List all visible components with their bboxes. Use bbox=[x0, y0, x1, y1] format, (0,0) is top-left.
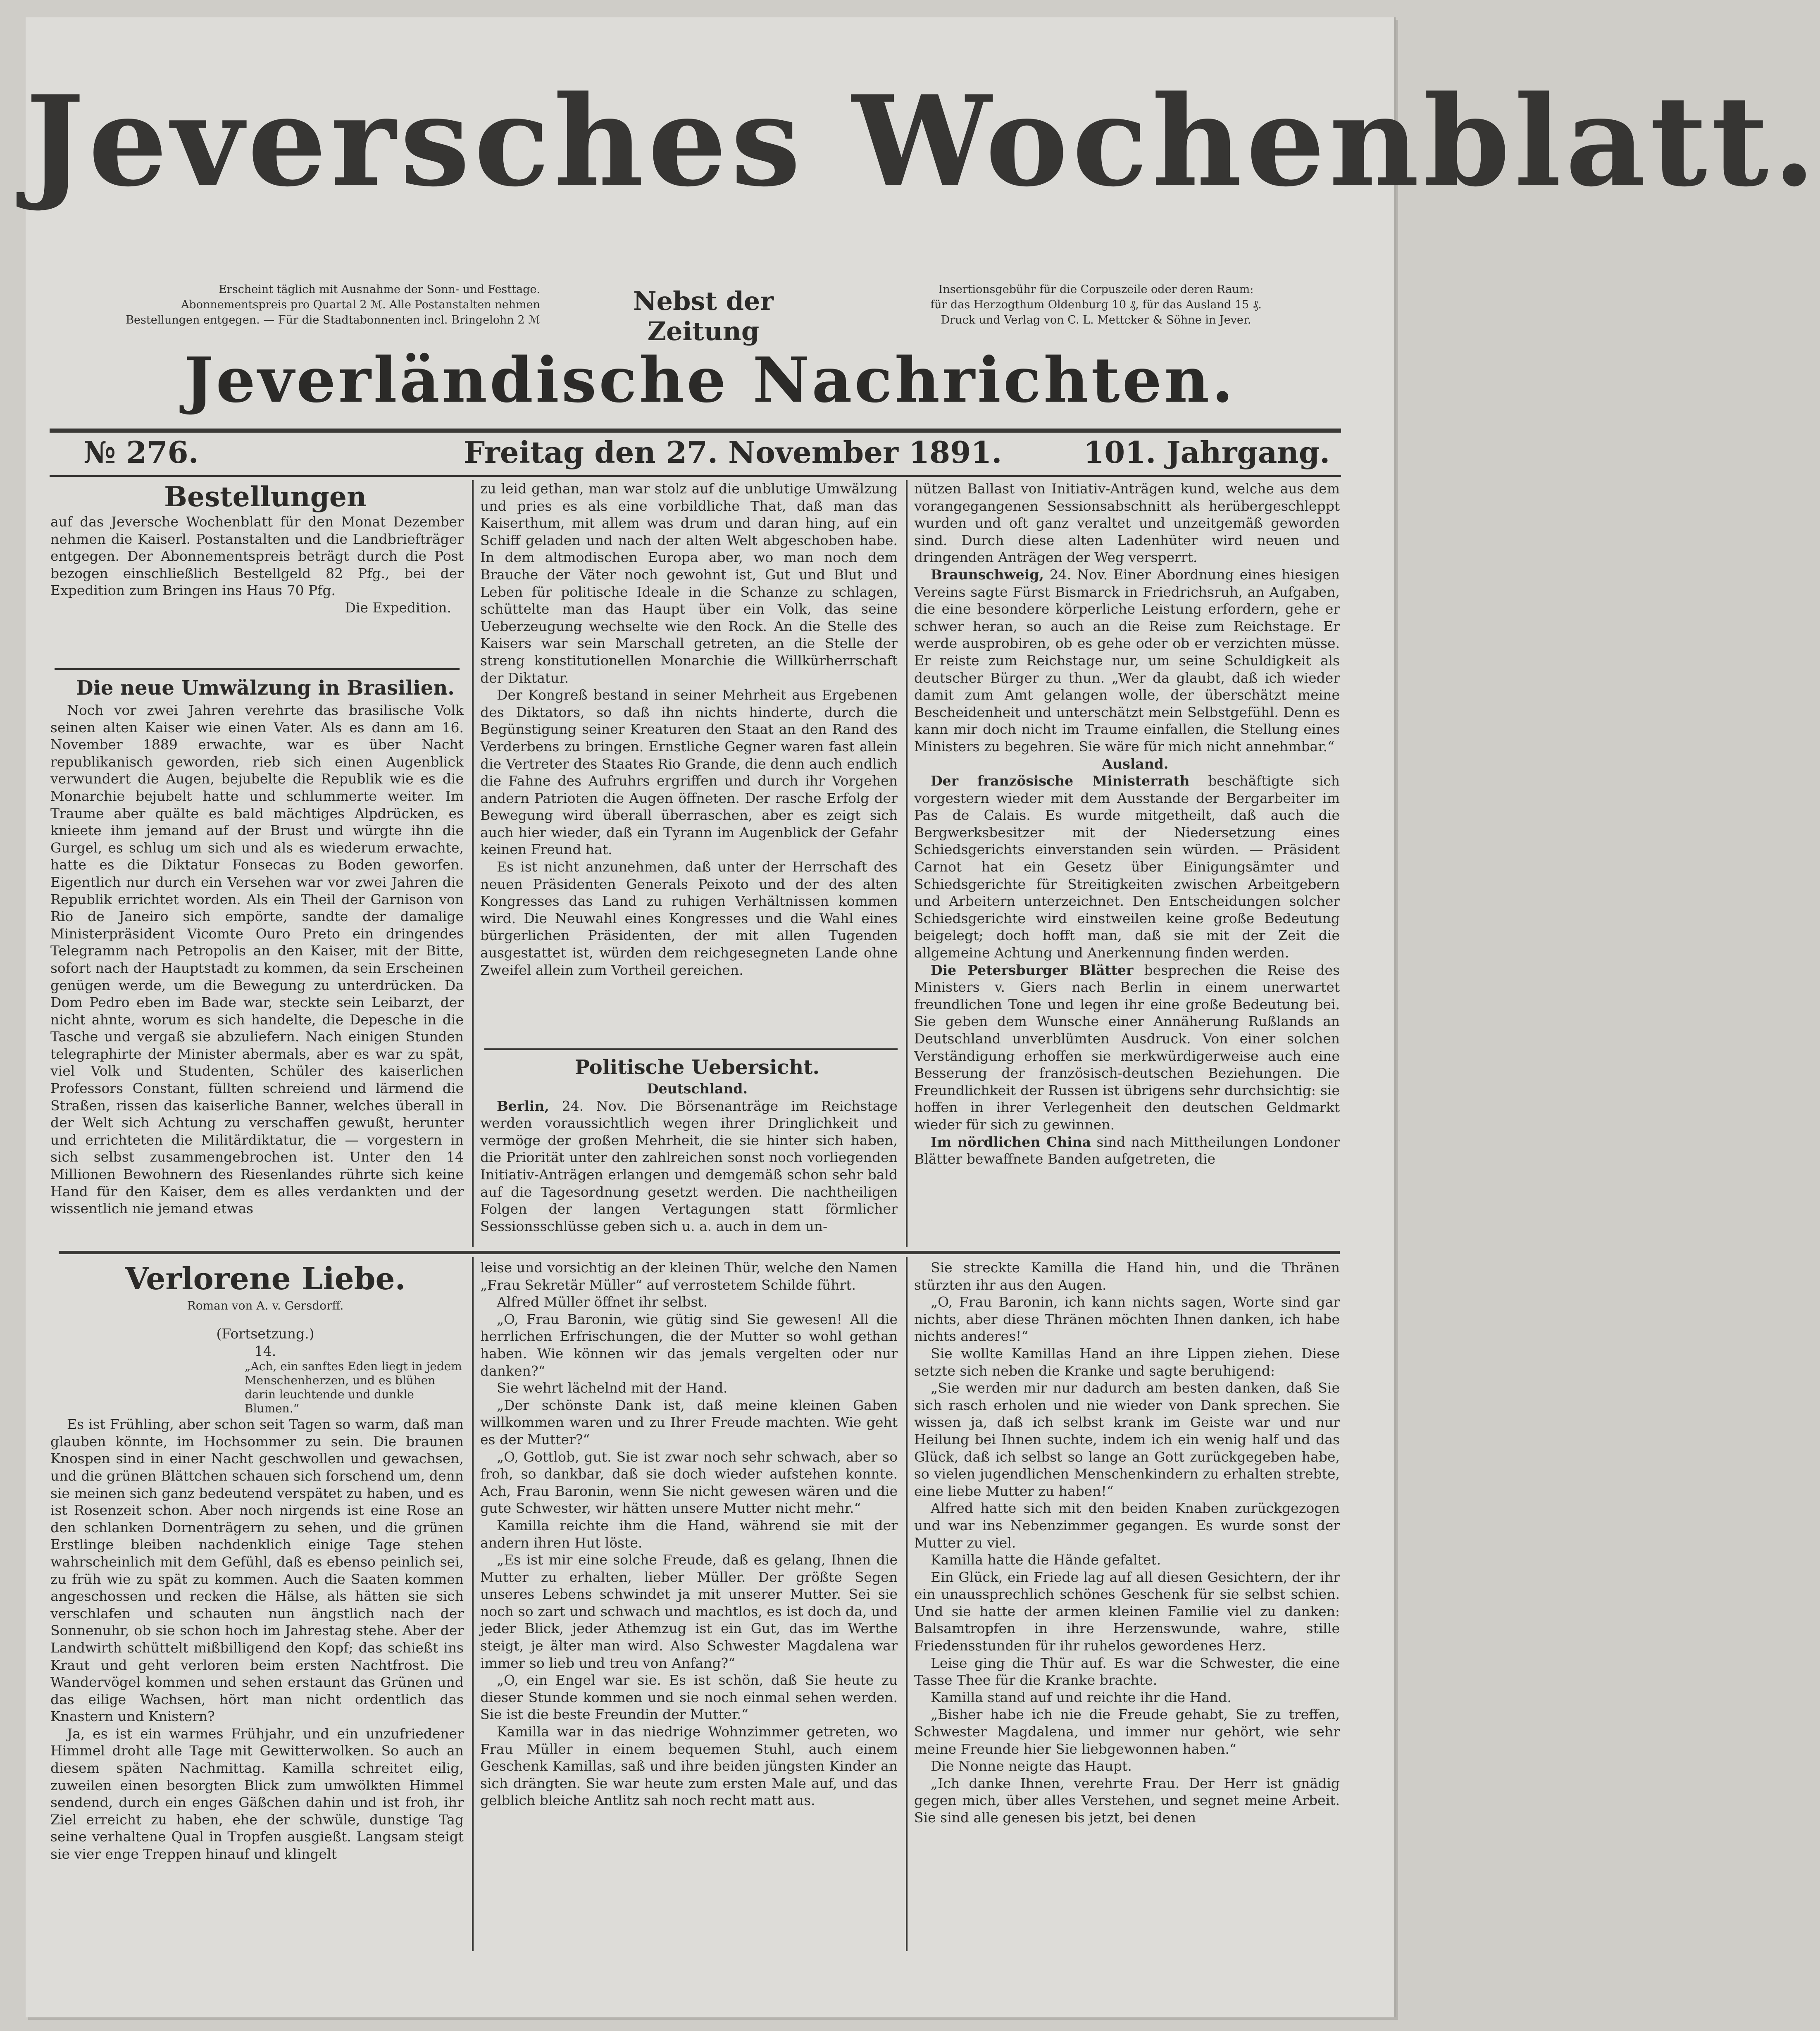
novel-paragraph: Ja, es ist ein warmes Frühjahr, und ein unzufriedener Himmel droht alle Tage mit Gewitterwolken. So auch an diesem späten Nachmittag. Kamilla schreitet eilig, zuweilen einen besorgten Blick zum umwölkten Himmel sendend, durch ein enges Gäßchen dahin und ist froh, ihr Ziel erreicht zu haben, ehe der schwüle, dunstige Tag seine verhaltene Qual in Tropfen ausgießt. Langsam steigt sie vier enge Treppen hinauf und klingelt bbox=[50, 1725, 464, 1862]
masthead-rule bbox=[50, 429, 1341, 433]
section-ausland: Ausland. bbox=[1102, 755, 1169, 772]
novel-paragraph: „O, Frau Baronin, wie gütig sind Sie gewesen! All die herrlichen Erfrischungen, die der Mutter so wohl gethan haben. Wie können wir das jemals vergelten oder nur danken?“ bbox=[480, 1311, 898, 1379]
lead-petersburg: Die Petersburger Blätter bbox=[931, 962, 1134, 978]
article-heading: Die neue Umwälzung in Brasilien. bbox=[76, 676, 455, 700]
bestellungen-heading: Bestellungen bbox=[164, 481, 367, 513]
column-divider bbox=[906, 480, 908, 1247]
article-paragraph: beschäftigte sich vorgestern wieder mit dem Ausstande der Bergarbeiter im Pas de Calais. Es wurde mitgetheilt, daß auch die Bergwerksbesitzer mit der Niedersetzung eines Schiedsgerichts einverstanden sein würden. — Präsident Carnot hat ein Gesetz über Einigungsämter und Schiedsgerichte für Streitigkeiten zwischen Arbeitgebern und Arbeitern unterzeichnet. Den Entscheidungen solcher Schiedsgerichte wird einstweilen keine große Bedeutung beigelegt; doch hofft man, daß sie mit der Zeit die allgemeine Achtung und Anerkennung finden werden. bbox=[914, 773, 1340, 961]
bestellungen-body: auf das Jeversche Wochenblatt für den Monat Dezember nehmen die Kaiserl. Postanstalten und die Landbriefträger entgegen. Der Abonnementspreis beträgt durch die Post bezogen einschließlich Bestellgeld 82 Pfg., bei der Expedition zum Bringen ins Haus 70 Pfg. bbox=[50, 514, 464, 599]
novel-paragraph: Alfred Müller öffnet ihr selbst. bbox=[497, 1294, 708, 1310]
lead-ministerrat: Der französische Ministerrath bbox=[931, 773, 1190, 789]
dateline-berlin: Berlin, bbox=[497, 1098, 549, 1114]
article-paragraph: 24. Nov. Einer Abordnung eines hiesigen Vereins sagte Fürst Bismarck in Friedrichsruh, an Aufgaben, die eine besondere körperliche Leistung erfordern, gehe er schwer heran, so auch an die Reise zum Reichstage. Er werde ausprobiren, ob es gehe oder ob er verzichten müsse. Er reiste zum Reichstage nur, um seine Schuldigkeit als deutscher Bürger zu thun. „Wer da glaubt, daß ich wieder damit zum Amt gelangen wolle, der überschätzt meine Bescheidenheit und unterschätzt mein Selbstgefühl. Denn es kann mir doch nicht im Traume einfallen, die Stellung eines Ministers zu begehren. Sie wäre für mich nicht annehmbar.“ bbox=[914, 566, 1340, 755]
novel-paragraph: leise und vorsichtig an der kleinen Thür, welche den Namen „Frau Sekretär Müller“ auf verrostetem Schilde führt. bbox=[480, 1260, 898, 1293]
feuilleton-rule bbox=[59, 1251, 1340, 1254]
bestellungen-signature: Die Expedition. bbox=[345, 599, 451, 616]
novel-paragraph: „Sie werden mir nur dadurch am besten danken, daß Sie sich rasch erholen und nie wieder von Dank sprechen. Sie wissen ja, daß ich selbst krank im Geiste war und nur Heilung bei Ihnen suchte, indem ich ein wenig half und das Glück, daß ich selbst so lange an Gott zurückgegeben habe, so vielen jugendlichen Menschenkindern zu erhalten strebte, eine liebe Mutter zu haben!“ bbox=[914, 1380, 1340, 1499]
novel-paragraph: Leise ging die Thür auf. Es war die Schwester, die eine Tasse Thee für die Kranke brachte. bbox=[914, 1655, 1340, 1688]
article-paragraph: nützen Ballast von Initiativ-Anträgen kund, welche aus dem vorangegangenen Sessionsabschnitt als herübergeschleppt wurden und oft ganz veraltet und unzeitgemäß geworden sind. Durch diese alten Ladenhüter wird neuen und dringenden Anträgen der Weg versperrt. bbox=[914, 481, 1340, 566]
issue-date: Freitag den 27. November 1891. bbox=[464, 435, 1002, 470]
novel-paragraph: Es ist Frühling, aber schon seit Tagen so warm, daß man glauben könnte, im Hochsommer zu sein. Die braunen Knospen sind in einer Nacht geschwollen und gewachsen, und die grünen Blättchen schauen sich forschend um, denn sie meinen sich ganz bedeutend verspätet zu haben, und es ist Rosenzeit schon. Aber noch nirgends ist eine Rose an den schlanken Dornenträgern zu sehen, und die grünen Erstlinge bleiben nachdenklich einige Tage stehen wahrscheinlich mit dem Gefühl, daß es ebenso peinlich sei, zu früh wie zu spät zu kommen. Auch die Saaten kommen angeschossen und recken die Hälse, als hätten sie sich verschlafen und schauten nun ängstlich nach der Sonnenuhr, ob sie schon hoch im Jahrestag stehe. Aber der Landwirth schüttelt mißbilligend den Kopf; das schießt ins Kraut und geht verloren beim ersten Nachtfrost. Die Wandervögel kommen und sehen erstaunt das Grünen und das eilige Wachsen, hört man nicht ordentlich das Knastern und Knistern? bbox=[50, 1416, 464, 1725]
novel-chapter: 14. bbox=[254, 1343, 276, 1359]
supplement-title: Jeverländische Nachrichten. bbox=[184, 344, 1236, 417]
novel-paragraph: „O, Frau Baronin, ich kann nichts sagen, Worte sind gar nichts, aber diese Thränen möchten Ihnen danken, ich habe nichts anderes!“ bbox=[914, 1294, 1340, 1345]
political-heading: Politische Uebersicht. bbox=[574, 1056, 820, 1079]
novel-paragraph: Sie wollte Kamillas Hand an ihre Lippen ziehen. Diese setzte sich neben die Kranke und sagte beruhigend: bbox=[914, 1345, 1340, 1379]
article-paragraph: Der Kongreß bestand in seiner Mehrheit aus Ergebenen des Diktators, so daß ihn nichts hinderte, durch die Begünstigung seiner Kreaturen den Staat an den Rand des Verderbens zu bringen. Ernstliche Gegner waren fast allein die Vertreter des Staates Rio Grande, die denn auch endlich die Fahne des Aufruhrs ergriffen und durch ihr Vorgehen andern Patrioten die Augen öffneten. Der rasche Erfolg der Bewegung wird überall überraschen, aber es zeigt sich auch hier wieder, daß ein Tyrann im Augenblick der Gefahr keinen Freund hat. bbox=[480, 687, 898, 858]
dateline-braunschweig: Braunschweig, bbox=[931, 566, 1044, 583]
masthead-title: Jeversches Wochenblatt. bbox=[26, 68, 1820, 214]
novel-paragraph: Sie wehrt lächelnd mit der Hand. bbox=[497, 1380, 728, 1396]
article-paragraph: Es ist nicht anzunehmen, daß unter der Herrschaft des neuen Präsidenten Generals Peixoto und der des alten Kongresses das Land zu ruhigen Verhältnissen kommen wird. Die Neuwahl eines Kongresses und die Wahl eines bürgerlichen Präsidenten, der mit allen Tugenden ausgestattet ist, würden dem reichgesegneten Lande ohne Zweifel allein zum Vortheil gereichen. bbox=[480, 859, 898, 978]
issue-number: № 276. bbox=[83, 435, 199, 470]
novel-paragraph: „Der schönste Dank ist, daß meine kleinen Gaben willkommen waren und zu Ihrer Freude machten. Wie geht es der Mutter?“ bbox=[480, 1397, 898, 1448]
novel-paragraph: Kamilla war in das niedrige Wohnzimmer getreten, wo Frau Müller in einem bequemen Stuhl, auch einem Geschenk Kamillas, saß und ihre beiden jüngsten Kinder an sich drängten. Sie war heute zum ersten Male auf, und das gelblich bleiche Antlitz sah noch recht matt aus. bbox=[480, 1724, 898, 1809]
novel-column-2 bbox=[480, 1259, 898, 1953]
novel-motto: „Ach, ein sanftes Eden liegt in jedem Menschenherzen, und es blühen darin leuchtende und dunkle Blumen.“ bbox=[245, 1360, 462, 1416]
newspaper-page bbox=[26, 17, 1820, 2017]
volume: 101. Jahrgang. bbox=[1084, 435, 1330, 470]
novel-paragraph: Kamilla hatte die Hände gefaltet. bbox=[931, 1552, 1161, 1568]
novel-column-1 bbox=[50, 1259, 464, 1953]
bestellungen-notice bbox=[50, 480, 464, 670]
section-rule bbox=[484, 1048, 898, 1050]
lead-china: Im nördlichen China bbox=[931, 1133, 1091, 1150]
political-overview-continued bbox=[914, 480, 1340, 1247]
novel-paragraph: „Ich danke Ihnen, verehrte Frau. Der Herr ist gnädig gegen mich, über alles Verstehen, und segnet meine Arbeit. Sie sind alle genesen bis jetzt, bei denen bbox=[914, 1775, 1340, 1826]
novel-column-3 bbox=[914, 1259, 1340, 1953]
article-paragraph: sind nach Mittheilungen Londoner Blätter bewaffnete Banden aufgetreten, die bbox=[914, 1133, 1340, 1167]
novel-paragraph: „Bisher habe ich nie die Freude gehabt, Sie zu treffen, Schwester Magdalena, und immer nur gehört, wie sehr meine Freunde hier Sie liebgewonnen haben.“ bbox=[914, 1706, 1340, 1757]
novel-paragraph: Alfred hatte sich mit den beiden Knaben zurückgezogen und war ins Nebenzimmer gegangen. Es wurde sonst der Mutter zu viel. bbox=[914, 1500, 1340, 1551]
novel-paragraph: „O, Gottlob, gut. Sie ist zwar noch sehr schwach, aber so froh, so dankbar, daß sie doch wieder aufstehen konnte. Ach, Frau Baronin, wenn Sie nicht gewesen wären und die gute Schwester, wir hätten unsere Mutter nicht mehr.“ bbox=[480, 1448, 898, 1517]
article-paragraph: besprechen die Reise des Ministers v. Giers nach Berlin in einem unerwartet freundlichen Tone und legen ihr eine große Bedeutung bei. Sie geben dem Wunsche einer Annäherung Rußlands an Deutschland unverblümten Ausdruck. Von einer solchen Verständigung erhoffen sie merkwürdigerweise auch eine Besserung der französisch-deutschen Beziehungen. Die Freundlichkeit der Russen ist übrigens sehr durchsichtig: sie hoffen in ihrer Verlegenheit den deutschen Geldmarkt wieder für sich zu gewinnen. bbox=[914, 962, 1340, 1133]
article-brasilien-continued bbox=[480, 480, 898, 1042]
column-divider bbox=[472, 480, 474, 1247]
novel-paragraph: „O, ein Engel war sie. Es ist schön, daß Sie heute zu dieser Stunde kommen und sie noch einmal sehen werden. Sie ist die beste Freundin der Mutter.“ bbox=[480, 1672, 898, 1723]
advertising-notice: Insertionsgebühr für die Corpuszeile oder deren Raum: für das Herzogthum Oldenburg 10 ₰, für das Ausland 15 ₰. Druck und Verlag von C. L. Mettcker & Söhne in Jever. bbox=[930, 283, 1262, 326]
novel-paragraph: Ein Glück, ein Friede lag auf all diesen Gesichtern, der ihr ein unaussprechlich schönes Geschenk für sie selbst schien. Und sie hatte der armen kleinen Familie viel zu danken: Balsamtropfen in ihre Herzenswunde, wahre, stille Friedensstunden für ihr ruhelos gewordenes Herz. bbox=[914, 1569, 1340, 1654]
novel-paragraph: Kamilla reichte ihm die Hand, während sie mit der andern ihren Hut löste. bbox=[480, 1517, 898, 1551]
article-paragraph: Noch vor zwei Jahren verehrte das brasilische Volk seinen alten Kaiser wie einen Vater. Als es dann am 16. November 1889 erwachte, war es über Nacht republikanisch geworden, rieb sich einen Augenblick verwundert die Augen, bejubelte die Republik wie es die Monarchie bejubelt hatte und schlummerte weiter. Im Traume aber quälte es bald mächtiges Alpdrücken, es knieete ihm jemand auf der Brust und würgte ihn die Gurgel, es schlug um sich und als es wiederum erwachte, hatte es die Diktatur Fonsecas zu Boden geworfen. Eigentlich nur durch ein Versehen war vor zwei Jahren die Republik errichtet worden. Als ein Theil der Garnison von Rio de Janeiro sich empörte, sandte der damalige Ministerpräsident Vicomte Ouro Preto ein dringendes Telegramm nach Petropolis an den Kaiser, mit der Bitte, sofort nach der Hauptstadt zu kommen, da sein Erscheinen genügen werde, um die Bewegung zu unterdrücken. Da Dom Pedro eben im Bade war, steckte sein Leibarzt, der nicht ahnte, worum es sich handelte, die Depesche in die Tasche und vergaß sie abzuliefern. Nach einigen Stunden telegraphirte der Minister abermals, aber es war zu spät, viel Volk und Studenten, Schüler des kaiserlichen Professors Constant, füllten schreiend und lärmend die Straßen, rissen das kaiserliche Banner, welches überall in der Welt sich Achtung zu verschaffen gewußt, herunter und errichteten die Militärdiktatur, die — vorgestern in sich selbst zusammengebrochen ist. Unter den 14 Millionen Bewohnern des Riesenlandes rührte sich keine Hand für den Kaiser, dem es alles verdankten und der wissentlich nie jemand etwas bbox=[50, 702, 464, 1217]
supplement-notice: Nebst der Zeitung bbox=[633, 286, 774, 346]
article-paragraph: zu leid gethan, man war stolz auf die unblutige Umwälzung und pries es als eine vorbildliche That, daß man das Kaiserthum, mit allem was drum und daran hing, auf ein Schiff geladen und nach der alten Welt abgeschoben habe. In dem altmodischen Europa aber, wo man noch dem Brauche der Väter noch gewohnt ist, Gut und Blut und Leben für politische Ideale in die Schanze zu schlagen, schüttelte man das Haupt über ein Volk, das seine Ueberzeugung wechselte wie den Rock. An die Stelle des Kaisers war sein Marschall getreten, an die Stelle der streng konstitutionellen Monarchie die Willkürherrschaft der Diktatur. bbox=[480, 481, 898, 686]
political-overview bbox=[480, 1055, 898, 1247]
column-divider bbox=[472, 1257, 474, 1951]
novel-title: Verlorene Liebe. bbox=[125, 1261, 406, 1297]
novel-continued: (Fortsetzung.) bbox=[216, 1326, 314, 1342]
novel-author: Roman von A. v. Gersdorff. bbox=[187, 1299, 344, 1312]
subscription-notice: Erscheint täglich mit Ausnahme der Sonn- und Festtage. Abonnementspreis pro Quartal 2 ℳ. Alle Postanstalten nehmen Bestellungen entgegen. — Für die Stadtabonnenten incl. Bringelohn 2 ℳ bbox=[126, 283, 540, 326]
article-brasilien bbox=[50, 674, 464, 1247]
dateline-rule bbox=[50, 475, 1341, 477]
novel-paragraph: Kamilla stand auf und reichte ihr die Hand. bbox=[931, 1689, 1232, 1705]
novel-paragraph: „Es ist mir eine solche Freude, daß es gelang, Ihnen die Mutter zu erhalten, lieber Müller. Der größte Segen unseres Lebens schwindet ja mit unserer Mutter. Sei sie noch so zart und schwach und machtlos, es ist doch da, und jeder Blick, jeder Athemzug ist ein Gut, das im Werthe steigt, je älter man wird. Also Schwester Magdalena war immer so lieb und treu von Anfang?“ bbox=[480, 1552, 898, 1671]
article-paragraph: 24. Nov. Die Börsenanträge im Reichstage werden voraussichtlich wegen ihrer Dringlichkeit und vermöge der großen Mehrheit, die sie hinter sich haben, die Priorität unter den zahlreichen sonst noch vorliegenden Initiativ-Anträgen erlangen und demgemäß schon sehr bald auf die Tagesordnung gesetzt werden. Die nachtheiligen Folgen der langen Vertagungen statt förmlicher Sessionsschlüsse geben sich u. a. auch in dem un- bbox=[480, 1098, 898, 1234]
novel-paragraph: Sie streckte Kamilla die Hand hin, und die Thränen stürzten ihr aus den Augen. bbox=[914, 1260, 1340, 1293]
section-rule bbox=[55, 668, 460, 670]
political-subheading: Deutschland. bbox=[647, 1081, 748, 1097]
column-divider bbox=[906, 1257, 908, 1951]
novel-paragraph: Die Nonne neigte das Haupt. bbox=[931, 1758, 1132, 1774]
